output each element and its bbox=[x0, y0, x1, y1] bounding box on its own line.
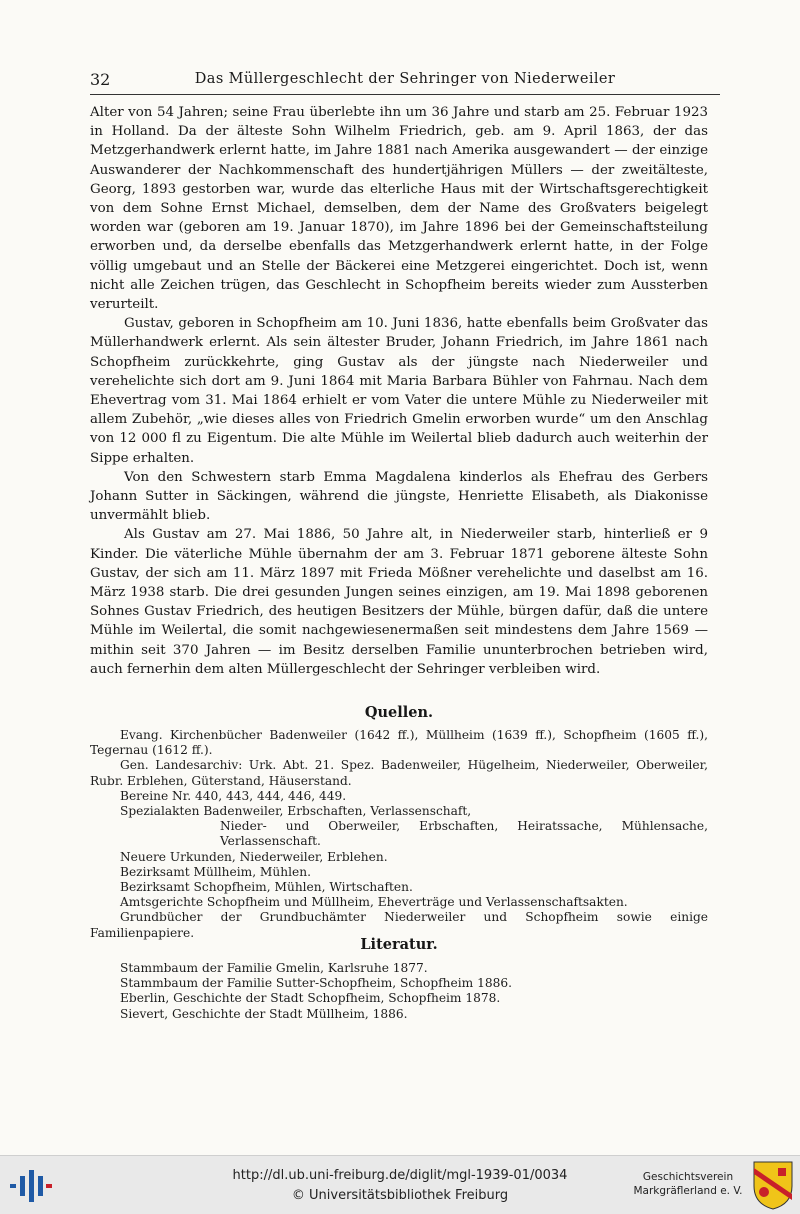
source-item: Spezialakten Badenweiler, Erbschaften, Verlassenschaft, bbox=[120, 804, 472, 819]
header-rule bbox=[90, 94, 720, 95]
document-url-link[interactable]: http://dl.ub.uni-freiburg.de/diglit/mgl-1939-01/0034 bbox=[232, 1168, 568, 1183]
sources-heading: Quellen. bbox=[364, 704, 434, 721]
society-name-line1: Geschichtsverein bbox=[642, 1171, 734, 1183]
paragraph: Gustav, geboren in Schopfheim am 10. Juni 1836, hatte ebenfalls beim Großvater das Müllerhandwerk erlernt. Als sein ältester Bruder, Johann Friedrich, im Jahre 1861 nach Schopfheim zurückkehrte, ging Gustav als der jüngste nach Niederweiler und verehelichte sich dort am 9. Juni 1864 mit Maria Barbara Bühler von Fahrnau. Nach dem Ehevertrag vom 31. Mai 1864 erhielt er vom Vater die untere Mühle zu Niederweiler mit allem Zubehör, „wie dieses alles von Friedrich Gmelin erworben wurde“ um den Anschlag von 12 000 fl zu Eigentum. Die alte Mühle im Weilertal blieb dadurch auch weiterhin der Sippe erhalten. bbox=[90, 316, 708, 466]
paragraph: Von den Schwestern starb Emma Magdalena kinderlos als Ehefrau des Gerbers Johann Sutter in Säckingen, während die jüngste, Henriette Elisabeth, als Diakonisse unvermählt blieb. bbox=[90, 469, 708, 524]
coat-of-arms-icon bbox=[752, 1160, 794, 1210]
literature-item: Stammbaum der Familie Sutter-Schopfheim, Schopfheim 1886. bbox=[120, 976, 512, 991]
source-item: Evang. Kirchenbücher Badenweiler (1642 ff.), Müllheim (1639 ff.), Schopfheim (1605 ff.), Tegernau (1612 ff.). bbox=[90, 728, 708, 758]
source-item: Nieder- und Oberweiler, Erbschaften, Heiratssache, Mühlensache, Verlassenschaft. bbox=[220, 819, 708, 849]
copyright-notice: © Universitätsbibliothek Freiburg bbox=[291, 1188, 509, 1203]
main-text bbox=[90, 103, 708, 679]
page-number: 32 bbox=[90, 70, 111, 89]
society-name[interactable] bbox=[628, 1170, 748, 1198]
viewer-footer bbox=[0, 1155, 800, 1214]
source-item: Bereine Nr. 440, 443, 444, 446, 449. bbox=[120, 788, 347, 803]
page-header bbox=[90, 70, 720, 96]
source-item: Gen. Landesarchiv: Urk. Abt. 21. Spez. Badenweiler, Hügelheim, Niederweiler, Oberweiler, Rubr. Erblehen, Güterstand, Häuserstand. bbox=[90, 758, 708, 788]
society-name-line2: Markgräflerland e. V. bbox=[633, 1185, 743, 1197]
source-item: Amtsgerichte Schopfheim und Müllheim, Eheverträge und Verlassenschaftsakten. bbox=[120, 895, 628, 910]
literature-heading: Literatur. bbox=[360, 936, 438, 953]
literature-list bbox=[120, 961, 708, 1022]
running-title: Das Müllergeschlecht der Sehringer von Niederweiler bbox=[194, 71, 616, 87]
paragraph: Alter von 54 Jahren; seine Frau überlebte ihn um 36 Jahre und starb am 25. Februar 1923 in Holland. Da der älteste Sohn Wilhelm Friedrich, geb. am 9. April 1863, der das Metzgerhandwerk erlernt hatte, im Jahre 1881 nach Amerika ausgewandert — der einzige Auswanderer der Nachkommenschaft des hundertjährigen Müllers — der zweitälteste, Georg, 1893 gestorben war, wurde das elterliche Haus mit der Wirtschaftsgerechtigkeit von dem Sohne Ernst Michael, demselben, dem der Name des Großvaters beigelegt worden war (geboren am 19. Januar 1870), im Jahre 1896 bei der Gemeinschaftsteilung erworben und, da derselbe ebenfalls das Metzgerhandwerk erlernt hatte, in der Folge völlig umgebaut und an Stelle der Bäckerei eine Metzgerei eingerichtet. Doch ist, wenn nicht alle Zeichen trügen, das Geschlecht in Schopfheim bereits wieder zum Aussterben verurteilt. bbox=[90, 105, 708, 313]
literature-item: Sievert, Geschichte der Stadt Müllheim, 1886. bbox=[120, 1006, 408, 1021]
literature-item: Eberlin, Geschichte der Stadt Schopfheim, Schopfheim 1878. bbox=[120, 991, 501, 1006]
sources-list bbox=[90, 728, 708, 941]
source-item: Neuere Urkunden, Niederweiler, Erblehen. bbox=[120, 849, 388, 864]
paragraph: Als Gustav am 27. Mai 1886, 50 Jahre alt, in Niederweiler starb, hinterließ er 9 Kinder. Die väterliche Mühle übernahm der am 3. Februar 1871 geborene älteste Sohn Gustav, der sich am 11. März 1897 mit Frieda Mößner verehelichte und daselbst am 16. März 1938 starb. Die drei gesunden Jungen seines einzigen, am 19. Mai 1898 geborenen Sohnes Gustav Friedrich, des heutigen Besitzers der Mühle, bürgen dafür, daß die untere Mühle im Weilertal, die somit nachgewiesenermaßen seit mindestens dem Jahre 1569 — mithin seit 370 Jahren — im Besitz derselben Familie ununterbrochen betrieben wird, auch fernerhin dem alten Müllergeschlecht der Sehringer verbleiben wird. bbox=[90, 527, 708, 677]
source-item: Bezirksamt Schopfheim, Mühlen, Wirtschaften. bbox=[120, 880, 413, 895]
source-item: Grundbücher der Grundbuchämter Niederweiler und Schopfheim sowie einige Familienpapiere. bbox=[90, 910, 708, 940]
literature-item: Stammbaum der Familie Gmelin, Karlsruhe 1877. bbox=[120, 961, 428, 975]
source-item: Bezirksamt Müllheim, Mühlen. bbox=[120, 864, 311, 879]
